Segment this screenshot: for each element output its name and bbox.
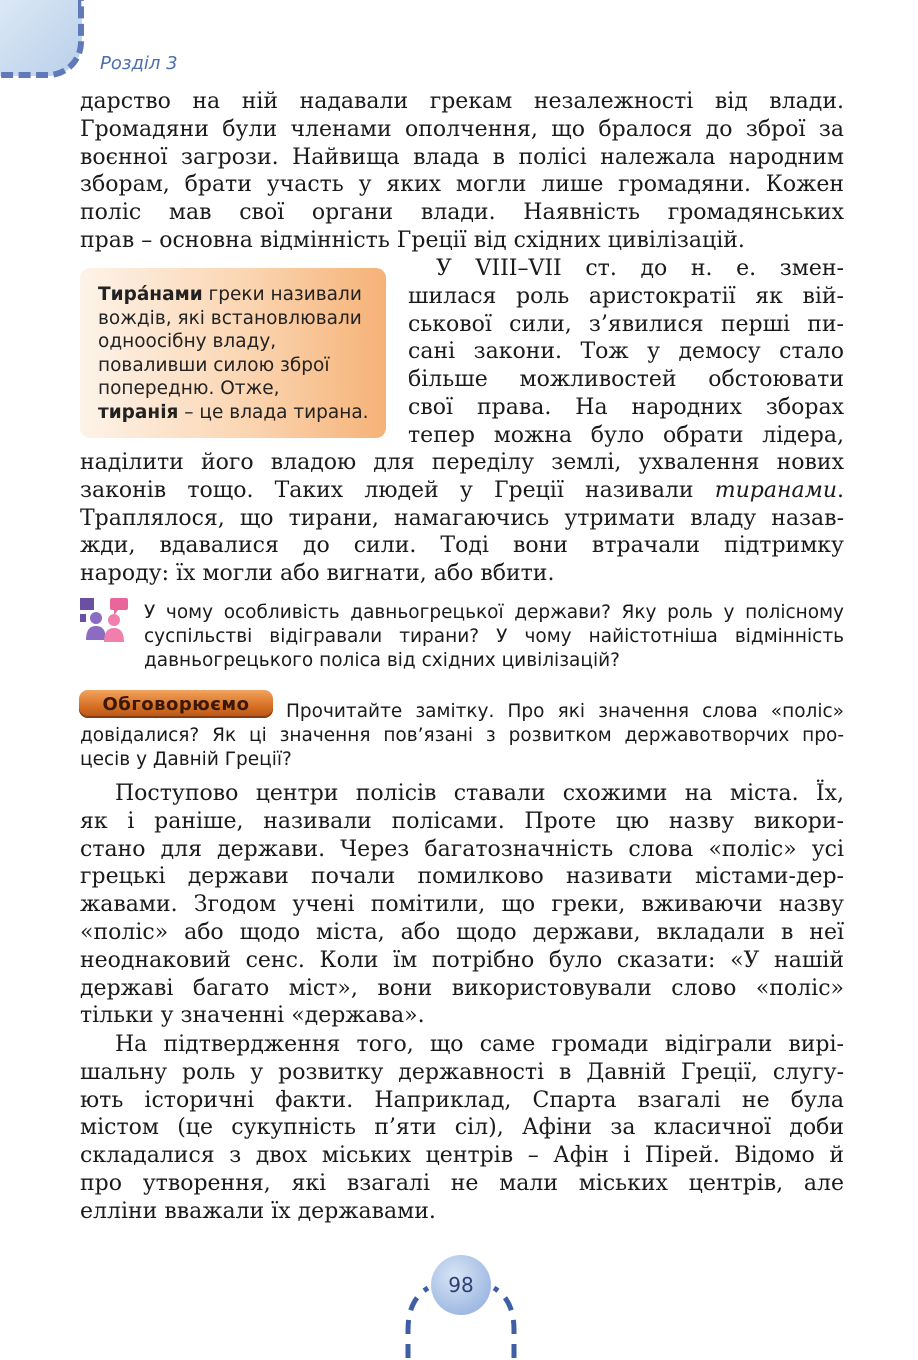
definition-line: греки називали bbox=[202, 284, 362, 305]
text-line: сані закони. Тож у демосу стало bbox=[408, 339, 844, 365]
paragraph-polis-meaning bbox=[80, 780, 844, 1030]
text-fragment: . bbox=[837, 477, 844, 503]
definition-line: – це влада тирана. bbox=[178, 401, 369, 423]
discussion-line: Прочитайте замітку. Про які значення слова «поліс» bbox=[286, 701, 844, 722]
definition-line: одноосібну владу, bbox=[98, 331, 277, 352]
text-line: прав – основна відмінність Греції від східних цивілізацій. bbox=[80, 227, 745, 253]
text-line: ють історичні факти. Наприклад, Спарта взагалі не була bbox=[80, 1087, 844, 1113]
text-line: складалися з двох міських центрів – Афін і Пірей. Відомо й bbox=[80, 1143, 844, 1169]
text-line: дарство на ній надавали грекам незалежності від влади. bbox=[80, 89, 844, 114]
text-line: державі багато міст», вони використовували слово «поліс» bbox=[80, 975, 844, 1001]
text-line: поліс мав свої органи влади. Наявність громадянських bbox=[80, 200, 844, 226]
text-line: Поступово центри полісів ставали схожими на міста. Їх, bbox=[115, 781, 844, 806]
question-line: суспільстві відігравали тирани? У чому найістотніша відмінність bbox=[144, 626, 844, 647]
review-questions bbox=[144, 601, 844, 673]
text-line: У VIII–VII ст. до н. е. змен- bbox=[436, 256, 844, 281]
paragraph-historical-facts bbox=[80, 1031, 844, 1226]
text-line: неоднаковий сенс. Коли їм потрібно було сказати: «У нашій bbox=[80, 947, 844, 973]
discussion-line: цесів у Давній Греції? bbox=[80, 749, 292, 770]
text-fragment: законів тощо. Таких людей у Греції називали bbox=[80, 477, 715, 503]
page-number: 98 bbox=[448, 1273, 474, 1297]
text-line: більше можливостей обстоювати bbox=[408, 367, 844, 393]
text-line: народу: їх могли або вигнати, або вбити. bbox=[80, 561, 555, 587]
definition-text bbox=[98, 283, 388, 424]
text-line: свої права. На народних зборах bbox=[408, 394, 844, 420]
text-line: тепер можна було обрати лідера, bbox=[408, 422, 844, 448]
discussion-people-icon bbox=[78, 596, 132, 644]
definition-line: попередню. Отже, bbox=[98, 378, 280, 399]
discussion-line: довідалися? Як ці значення пов’язані з розвитком державотворчих про- bbox=[80, 725, 844, 746]
text-line: «поліс» або щодо міста, або щодо держави, вкладали в неї bbox=[80, 919, 844, 945]
text-line: зборам, брати участь у яких могли лише громадяни. Кожен bbox=[80, 172, 844, 198]
definition-line: поваливши силою зброї bbox=[98, 354, 330, 376]
discuss-badge bbox=[79, 690, 273, 718]
question-line: давньогрецького поліса від східних цивілізацій? bbox=[144, 650, 620, 671]
page-number-badge bbox=[431, 1255, 491, 1315]
text-line: тільки у значенні «держава». bbox=[80, 1003, 425, 1029]
text-line: воєнної загрози. Найвища влада в полісі належала народним bbox=[80, 144, 844, 170]
term-tyrants: Тира́нами bbox=[98, 284, 203, 305]
paragraph-tyrants bbox=[80, 449, 844, 588]
text-line: Громадяни були членами ополчення, що бралося до зброї за bbox=[80, 116, 844, 142]
text-line: Траплялося, що тирани, намагаючись утримати владу назав- bbox=[80, 505, 844, 531]
term-tyranny: тиранія bbox=[98, 401, 179, 423]
section-label: Розділ 3 bbox=[100, 53, 178, 74]
definition-line: вождів, які встановлювали bbox=[98, 307, 362, 329]
italic-term-tyrants: тиранами bbox=[714, 477, 837, 503]
text-line: шальну роль у розвитку державності в Давній Греції, слугу- bbox=[80, 1059, 844, 1085]
paragraph-aristocracy bbox=[408, 255, 844, 450]
question-line: У чому особливість давньогрецької держави? Яку роль у полісному bbox=[144, 602, 844, 623]
text-line: На підтвердження того, що саме громади відіграли вирі- bbox=[115, 1032, 844, 1057]
paragraph-polis-citizens bbox=[80, 88, 844, 255]
text-line: як і раніше, називали полісами. Проте цю назву викори- bbox=[80, 808, 844, 834]
discuss-badge-label: Обговорюємо bbox=[102, 693, 250, 715]
text-line bbox=[80, 477, 844, 505]
text-line: шилася роль аристократії як вій- bbox=[408, 283, 844, 309]
text-line: елліни вважали їх державами. bbox=[80, 1198, 436, 1224]
corner-dashed-border bbox=[0, 0, 84, 78]
text-line: про утворення, які взагалі не мали міських центрів, але bbox=[80, 1170, 844, 1196]
text-line: ськової сили, з’явилися перші пи- bbox=[408, 311, 844, 337]
text-line: жди, вдавалися до сили. Тоді вони втрачали підтримку bbox=[80, 533, 844, 559]
text-line: містом (це сукупність п’яти сіл), Афіни за класичної доби bbox=[80, 1115, 844, 1141]
text-line: жавами. Згодом учені помітили, що греки, вживаючи назву bbox=[80, 892, 844, 918]
text-line: наділити його владою для переділу землі, ухвалення нових bbox=[80, 450, 844, 475]
definition-box-tyrants bbox=[80, 268, 386, 438]
text-line: грецькі держави почали помилково називати містами-дер- bbox=[80, 864, 844, 890]
text-line: стано для держави. Через багатозначність слова «поліс» усі bbox=[80, 836, 844, 862]
